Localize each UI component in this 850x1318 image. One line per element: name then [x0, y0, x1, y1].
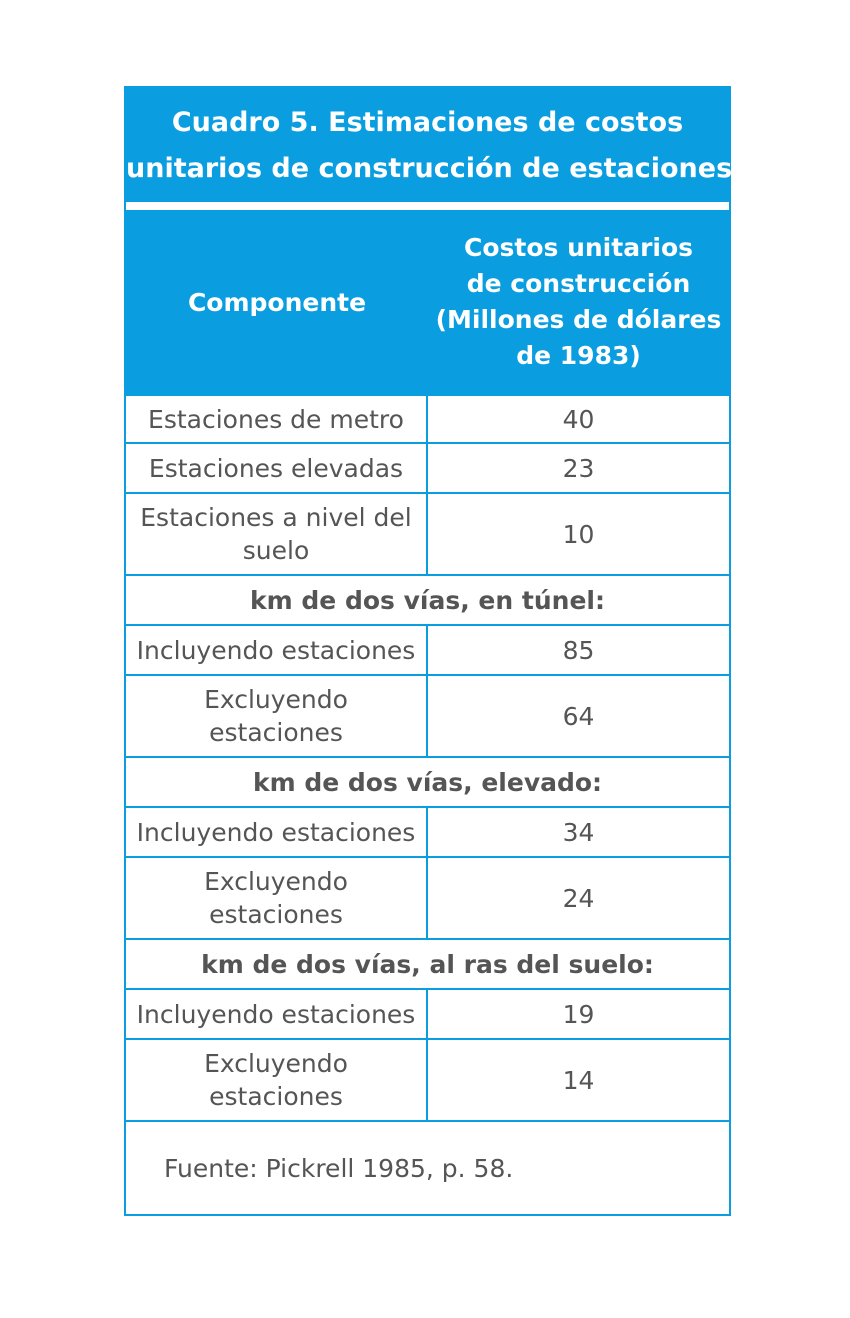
table-row: [126, 858, 729, 940]
component-cell: [126, 396, 428, 442]
cost-cell: 40: [562, 404, 595, 434]
header-costos-line-4: de 1983): [516, 341, 641, 370]
component-cell: [126, 444, 428, 492]
header-componente: Componente: [187, 287, 367, 317]
title-divider: [126, 202, 729, 210]
component-text: Estaciones a nivel del: [140, 503, 412, 532]
component-cell: [126, 808, 428, 856]
cost-cell: 34: [562, 817, 595, 847]
cost-cell: 19: [562, 999, 595, 1029]
component-text: Estaciones elevadas: [148, 453, 404, 483]
component-cell: [126, 858, 428, 938]
table-row: [126, 494, 729, 576]
component-text: Excluyendo: [204, 685, 348, 714]
cost-cell: 10: [562, 519, 595, 549]
table-row: [126, 990, 729, 1040]
section-heading: km de dos vías, elevado:: [126, 758, 729, 808]
component-cell: [126, 990, 428, 1038]
table-title: [126, 88, 743, 202]
cost-cell: 23: [562, 453, 595, 483]
component-cell: [126, 494, 428, 574]
table-row: [126, 626, 729, 676]
cost-cell: 85: [562, 635, 595, 665]
section-heading: km de dos vías, en túnel:: [126, 576, 729, 626]
cost-table-card: [124, 86, 743, 1216]
table-row: [126, 394, 729, 444]
component-cell: [126, 676, 428, 756]
header-costos: [428, 210, 729, 394]
component-text: estaciones: [209, 718, 343, 747]
component-text: estaciones: [209, 900, 343, 929]
header-costos-line-2: de construcción: [466, 269, 691, 298]
cost-cell: 24: [562, 883, 595, 913]
table-row: [126, 444, 729, 494]
component-text: Excluyendo: [204, 867, 348, 896]
section-heading: km de dos vías, al ras del suelo:: [126, 940, 729, 990]
header-costos-line-3: (Millones de dólares: [435, 305, 722, 334]
table-row: [126, 1040, 729, 1122]
component-cell: [126, 626, 428, 674]
table-row: [126, 808, 729, 858]
component-cell: [126, 1040, 428, 1120]
cost-cell: 64: [562, 701, 595, 731]
header-costos-line-1: Costos unitarios: [463, 233, 694, 262]
component-text: suelo: [242, 536, 310, 565]
component-text: Excluyendo: [204, 1049, 348, 1078]
table-header: [126, 210, 729, 394]
component-text: Incluyendo estaciones: [136, 635, 416, 665]
table-title-line-1: Cuadro 5. Estimaciones de costos: [171, 107, 684, 138]
table-row: [126, 676, 729, 758]
table-body: [126, 394, 729, 1122]
table-title-line-2: unitarios de construcción de estaciones.: [126, 153, 743, 184]
component-text: Estaciones de metro: [148, 404, 404, 434]
component-text: Incluyendo estaciones: [136, 817, 416, 847]
cost-cell: 14: [562, 1065, 595, 1095]
component-text: estaciones: [209, 1082, 343, 1111]
component-text: Incluyendo estaciones: [136, 999, 416, 1029]
source-note: Fuente: Pickrell 1985, p. 58.: [164, 1153, 514, 1183]
